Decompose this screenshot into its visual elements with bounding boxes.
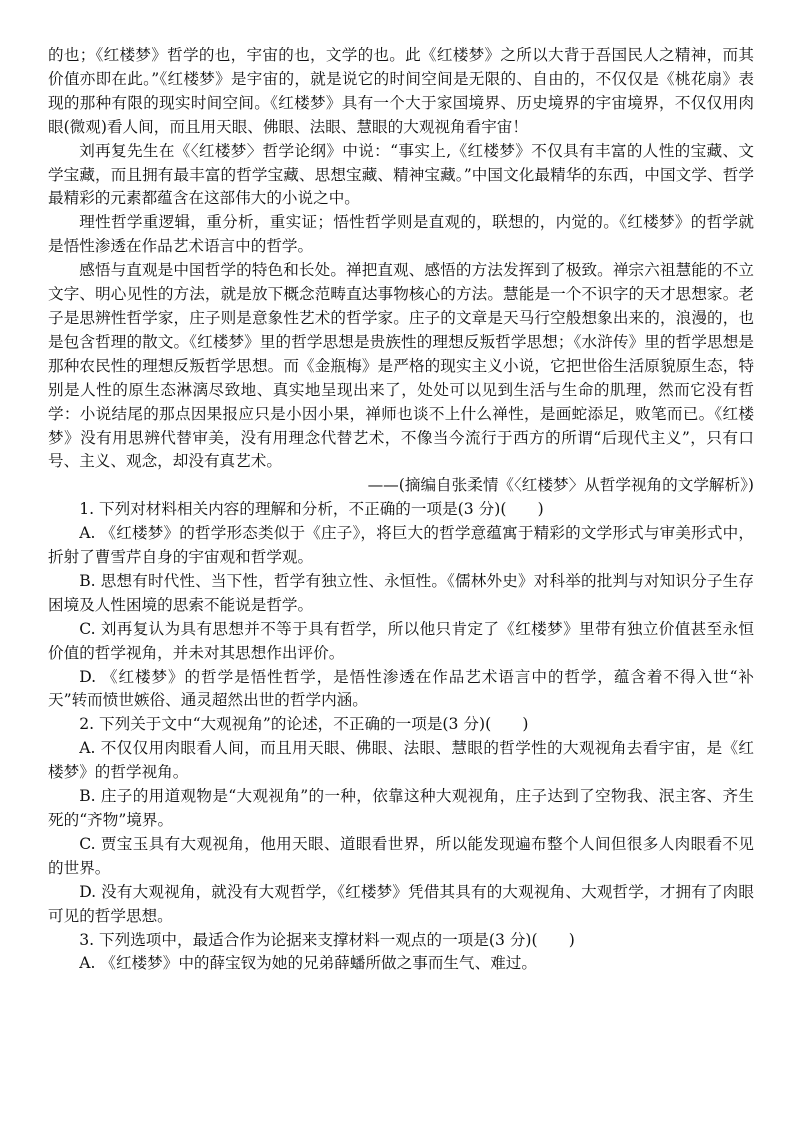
question-2-option-c: C. 贾宝玉具有大观视角，他用天眼、道眼看世界，所以能发现遍布整个人间但很多人肉眼看不见的世界。 [48,834,754,877]
document-page [48,44,754,976]
question-2-option-a: A. 不仅仅用肉眼看人间，而且用天眼、佛眼、法眼、慧眼的哲学性的大观视角去看宇宙，是《红楼梦》的哲学视角。 [48,739,754,782]
question-1-option-d: D. 《红楼梦》的哲学是悟性哲学，是悟性渗透在作品艺术语言中的哲学，蕴含着不得入世“补天”转而愤世嫉俗、通灵超然出世的哲学内涵。 [48,667,754,710]
question-1-option-b: B. 思想有时代性、当下性，哲学有独立性、永恒性。《儒林外史》对科举的批判与对知识分子生存困境及人性困境的思索不能说是哲学。 [48,571,754,614]
source-citation: ——(摘编自张柔情《〈红楼梦〉从哲学视角的文学解析》) [367,476,754,495]
question-3-stem: 3. 下列选项中，最适合作为论据来支撑材料一观点的一项是(3 分)( ) [79,930,575,949]
question-2-option-b: B. 庄子的用道观物是“大观视角”的一种，依靠这种大观视角，庄子达到了空物我、泯主客、齐生死的“齐物”境界。 [48,787,754,829]
question-1-option-c: C. 刘再复认为具有思想并不等于具有哲学，所以他只肯定了《红楼梦》里带有独立价值甚至永恒价值的哲学视角，并未对其思想作出评价。 [48,619,754,662]
passage-paragraph-2: 刘再复先生在《〈红楼梦〉哲学论纲》中说：“事实上,《红楼梦》不仅具有丰富的人性的宝藏、文学宝藏，而且拥有最丰富的哲学宝藏、思想宝藏、精神宝藏。”中国文化最精华的东西，中国文学、哲学最精彩的元素都蕴含在这部伟大的小说之中。 [48,141,754,208]
question-3-option-a: A. 《红楼梦》中的薛宝钗为她的兄弟薛蟠所做之事而生气、难过。 [79,954,537,973]
question-1-option-a: A. 《红楼梦》的哲学形态类似于《庄子》，将巨大的哲学意蕴寓于精彩的文学形式与审美形式中，折射了曹雪芹自身的宇宙观和哲学观。 [48,524,754,567]
question-2-stem: 2. 下列关于文中“大观视角”的论述，不正确的一项是(3 分)( ) [79,715,529,734]
passage-paragraph-4: 感悟与直观是中国哲学的特色和长处。禅把直观、感悟的方法发挥到了极致。禅宗六祖慧能的不立文字、明心见性的方法，就是放下概念范畴直达事物核心的方法。慧能是一个不识字的天才思想家。老子是思辨性哲学家，庄子则是意象性艺术的哲学家。庄子的文章是天马行空般想象出来的，浪漫的，也是包含哲理的散文。《红楼梦》里的哲学思想是贵族性的理想反叛哲学思想；《水浒传》里的哲学思想是那种农民性的理想反叛哲学思想。而《金瓶梅》是严格的现实主义小说，它把世俗生活原貌原生态，特别是人性的原生态淋漓尽致地、真实地呈现出来了，处处可以见到生活与生命的肌理，然而它没有哲学：小说结尾的那点因果报应只是小因小果，禅师也谈不上什么禅性，是画蛇添足，败笔而已。《红楼梦》没有用思辨代替审美，没有用理念代替艺术，不像当今流行于西方的所谓“后现代主义”，只有口号、主义、观念，却没有真艺术。 [48,261,754,471]
question-2-option-d: D. 没有大观视角，就没有大观哲学，《红楼梦》凭借其具有的大观视角、大观哲学，才拥有了肉眼可见的哲学思想。 [48,882,754,925]
question-1-stem: 1. 下列对材料相关内容的理解和分析，不正确的一项是(3 分)( ) [79,500,544,519]
passage-paragraph-1: 的也；《红楼梦》哲学的也，宇宙的也，文学的也。此《红楼梦》之所以大背于吾国民人之精神，而其价值亦即在此。”《红楼梦》是宇宙的，就是说它的时间空间是无限的、自由的，不仅仅是《桃花扇》表现的那种有限的现实时间空间。《红楼梦》具有一个大于家国境界、历史境界的宇宙境界，不仅仅用肉眼(微观)看人间，而且用天眼、佛眼、法眼、慧眼的大观视角看宇宙！ [48,46,754,136]
passage-paragraph-3: 理性哲学重逻辑，重分析，重实证；悟性哲学则是直观的，联想的，内觉的。《红楼梦》的哲学就是悟性渗透在作品艺术语言中的哲学。 [48,213,754,256]
